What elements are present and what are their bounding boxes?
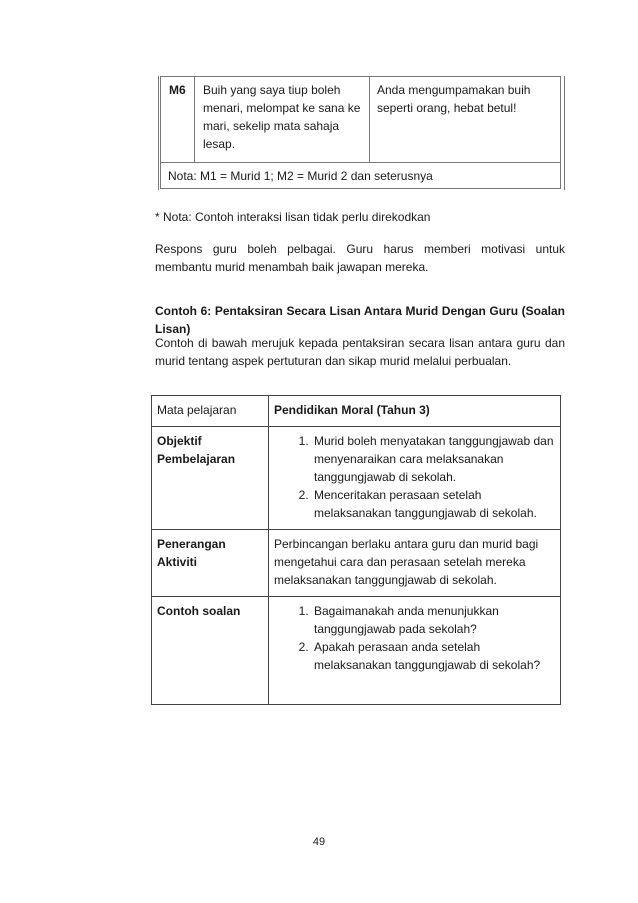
list-item: 1. Bagaimanakah anda menunjukkan tanggungjawab pada sekolah? [312, 602, 555, 638]
student-utterance: Buih yang saya tiup boleh menari, melompat ke sana ke mari, sekelip mata sahaja lesap. [203, 83, 361, 151]
activity-value: Perbincangan berlaku antara guru dan murid bagi mengetahui cara dan perasaan setelah mereka melaksanakan tanggungjawab di sekolah. [269, 530, 561, 597]
table-row [152, 597, 561, 705]
student-code: M6 [169, 83, 186, 97]
section-heading: Contoh 6: Pentaksiran Secara Lisan Antara Murid Dengan Guru (Soalan Lisan) [155, 304, 565, 336]
list-item: 2. Menceritakan perasaan setelah melaksanakan tanggungjawab di sekolah. [312, 486, 555, 522]
table-row [152, 427, 561, 530]
objective-label: Objektif Pembelajaran [152, 427, 269, 530]
questions-label: Contoh soalan [152, 597, 269, 705]
teacher-response: Anda mengumpamakan buih seperti orang, hebat betul! [377, 83, 531, 115]
activity-label: Penerangan Aktiviti [152, 530, 269, 597]
interaction-table [155, 76, 568, 190]
subject-label: Mata pelajaran [152, 396, 269, 427]
objectives-list [274, 432, 555, 522]
questions-list [274, 602, 555, 674]
table-note: Nota: M1 = Murid 1; M2 = Murid 2 dan seterusnya [168, 169, 433, 183]
page-number: 49 [312, 836, 326, 848]
objectives-cell [269, 427, 561, 530]
subject-value: Pendidikan Moral (Tahun 3) [269, 396, 561, 427]
list-item: 1. Murid boleh menyatakan tanggungjawab dan menyenaraikan cara melaksanakan tanggungjawab di sekolah. [312, 432, 555, 486]
footnote: * Nota: Contoh interaksi lisan tidak perlu direkodkan [155, 210, 431, 224]
section-paragraph: Contoh di bawah merujuk kepada pentaksiran secara lisan antara guru dan murid tentang aspek pertuturan dan sikap murid melalui perbualan. [155, 336, 565, 368]
table-row [152, 396, 561, 427]
table-row [152, 530, 561, 597]
questions-cell [269, 597, 561, 705]
assessment-table [151, 395, 561, 705]
list-item: 2. Apakah perasaan anda setelah melaksanakan tanggungjawab di sekolah? [312, 638, 555, 674]
response-paragraph: Respons guru boleh pelbagai. Guru harus memberi motivasi untuk membantu murid menambah baik jawapan mereka. [155, 242, 565, 274]
